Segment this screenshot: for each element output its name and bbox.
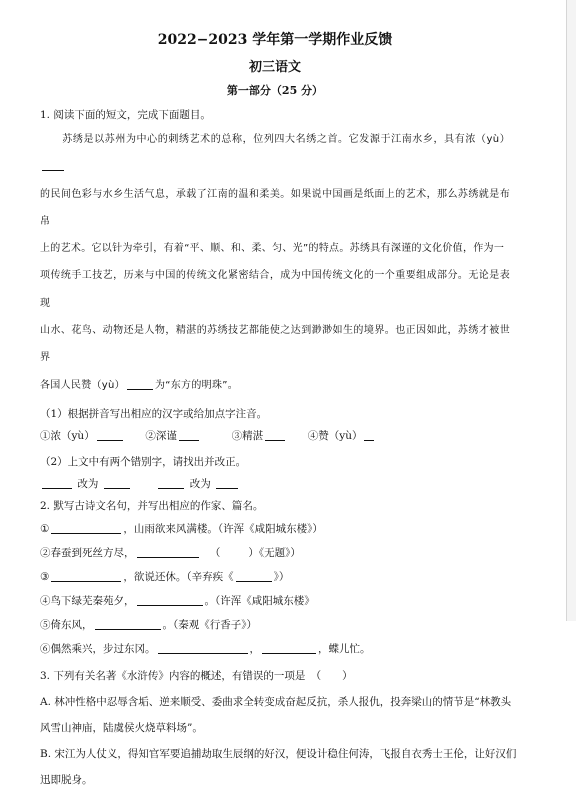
correction-label: 改为 (189, 477, 211, 490)
answer-blank[interactable] (265, 428, 285, 441)
q3-option-a-line2: 风雪山神庙，陆虞侯火烧草料场”。 (40, 721, 203, 734)
item-label: ③精湛 (231, 429, 264, 442)
answer-blank[interactable] (137, 593, 203, 606)
q2-prompt: 2. 默写古诗文名句，并写出相应的作家、篇名。 (40, 499, 264, 512)
q2-line-5: ⑤倚东风， 。（秦观《行香子》） (40, 618, 257, 631)
section-heading: 第一部分（25 分） (226, 84, 324, 97)
answer-blank[interactable] (95, 617, 161, 630)
q2-line-1: ① ，山雨欲来风满楼。（许浑《咸阳城东楼》） (40, 522, 323, 535)
answer-blank[interactable] (104, 476, 130, 489)
q2-line-2: ②春蚕到死丝方尽， （ ）《无题》） (40, 546, 301, 559)
correction-label: 改为 (77, 477, 99, 490)
answer-blank[interactable] (158, 641, 248, 654)
page-title: 2022−2023 学年第一学期作业反馈 (157, 32, 393, 48)
answer-blank[interactable] (216, 476, 238, 489)
q2-line-4: ④鸟下绿芜秦苑夕， 。（许浑《咸阳城东楼》 (40, 594, 315, 607)
answer-blank[interactable] (179, 428, 199, 441)
answer-blank[interactable] (158, 476, 184, 489)
q3-option-b-line2: 迅即脱身。 (40, 773, 93, 786)
document-page (40, 30, 517, 793)
answer-blank[interactable] (42, 476, 72, 489)
passage-line-3: 上的艺术。它以针为牵引，有着“平、顺、和、柔、匀、光”的特点。苏绣具有深谨的文化价值，作为一 (40, 243, 505, 255)
q3-option-a-line1: A. 林冲性格中忍辱含垢、逆来顺受、委曲求全转变成奋起反抗，杀人报仇，投奔梁山的情节是“林教头 (40, 695, 512, 708)
q2-line-6: ⑥偶然乘兴，步过东冈。 ， ，蝶儿忙。 (40, 642, 371, 655)
q1-sub1-items (40, 425, 510, 447)
q1-sub2-prompt: （2）上文中有两个错别字，请找出并改正。 (40, 455, 247, 468)
q1-passage (40, 126, 510, 399)
q2-line-3: ③ ，欲说还休。（辛弃疾《 》） (40, 570, 290, 583)
answer-blank[interactable] (127, 377, 153, 390)
q1-sub2-answers (40, 473, 510, 495)
item-label: ①浓（yù） (40, 429, 95, 442)
answer-blank[interactable] (51, 521, 121, 534)
passage-line-1: 苏绣是以苏州为中心的刺绣艺术的总称，位列四大名绣之首。它发源于江南水乡，具有浓（yù） (40, 126, 510, 181)
item-label: ②深谨 (145, 429, 177, 442)
answer-blank[interactable] (42, 158, 64, 171)
passage-line-2: 的民间色彩与水乡生活气息，承载了江南的温和柔美。如果说中国画是纸面上的艺术，那么苏绣就是布帛 (40, 188, 510, 227)
page-subtitle: 初三语文 (248, 60, 301, 75)
q3-option-b-line1: B. 宋江为人仗义，得知官军要追捕劫取生辰纲的好汉，便设计稳住何涛，飞报自衣秀士王伦，让好汉们 (40, 747, 517, 760)
item-label: ④赞（yù） (307, 429, 363, 442)
passage-line-5: 山水、花鸟、动物还是人物，精湛的苏绣技艺都能使之达到渺渺如生的境界。也正因如此，苏绣才被世界 (40, 325, 510, 364)
answer-blank[interactable] (236, 569, 272, 582)
q1-prompt: 1. 阅读下面的短文，完成下面题目。 (40, 109, 211, 121)
q1-sub1-prompt: （1）根据拼音写出相应的汉字或给加点字注音。 (40, 407, 268, 420)
answer-blank[interactable] (137, 545, 199, 558)
answer-blank[interactable] (51, 569, 121, 582)
answer-blank[interactable] (262, 641, 316, 654)
answer-blank[interactable] (364, 428, 374, 441)
page-scroll-gutter (567, 0, 576, 621)
q3-prompt: 3. 下列有关名著《水浒传》内容的概述，有错误的一项是 （ ） (40, 669, 353, 682)
passage-line-6: 各国人民赞（yù） 为“东方的明珠”。 (40, 372, 510, 399)
passage-line-4: 项传统手工技艺，历来与中国的传统文化紧密结合，成为中国传统文化的一个重要组成部分。无论是表现 (40, 270, 510, 309)
answer-blank[interactable] (97, 428, 123, 441)
